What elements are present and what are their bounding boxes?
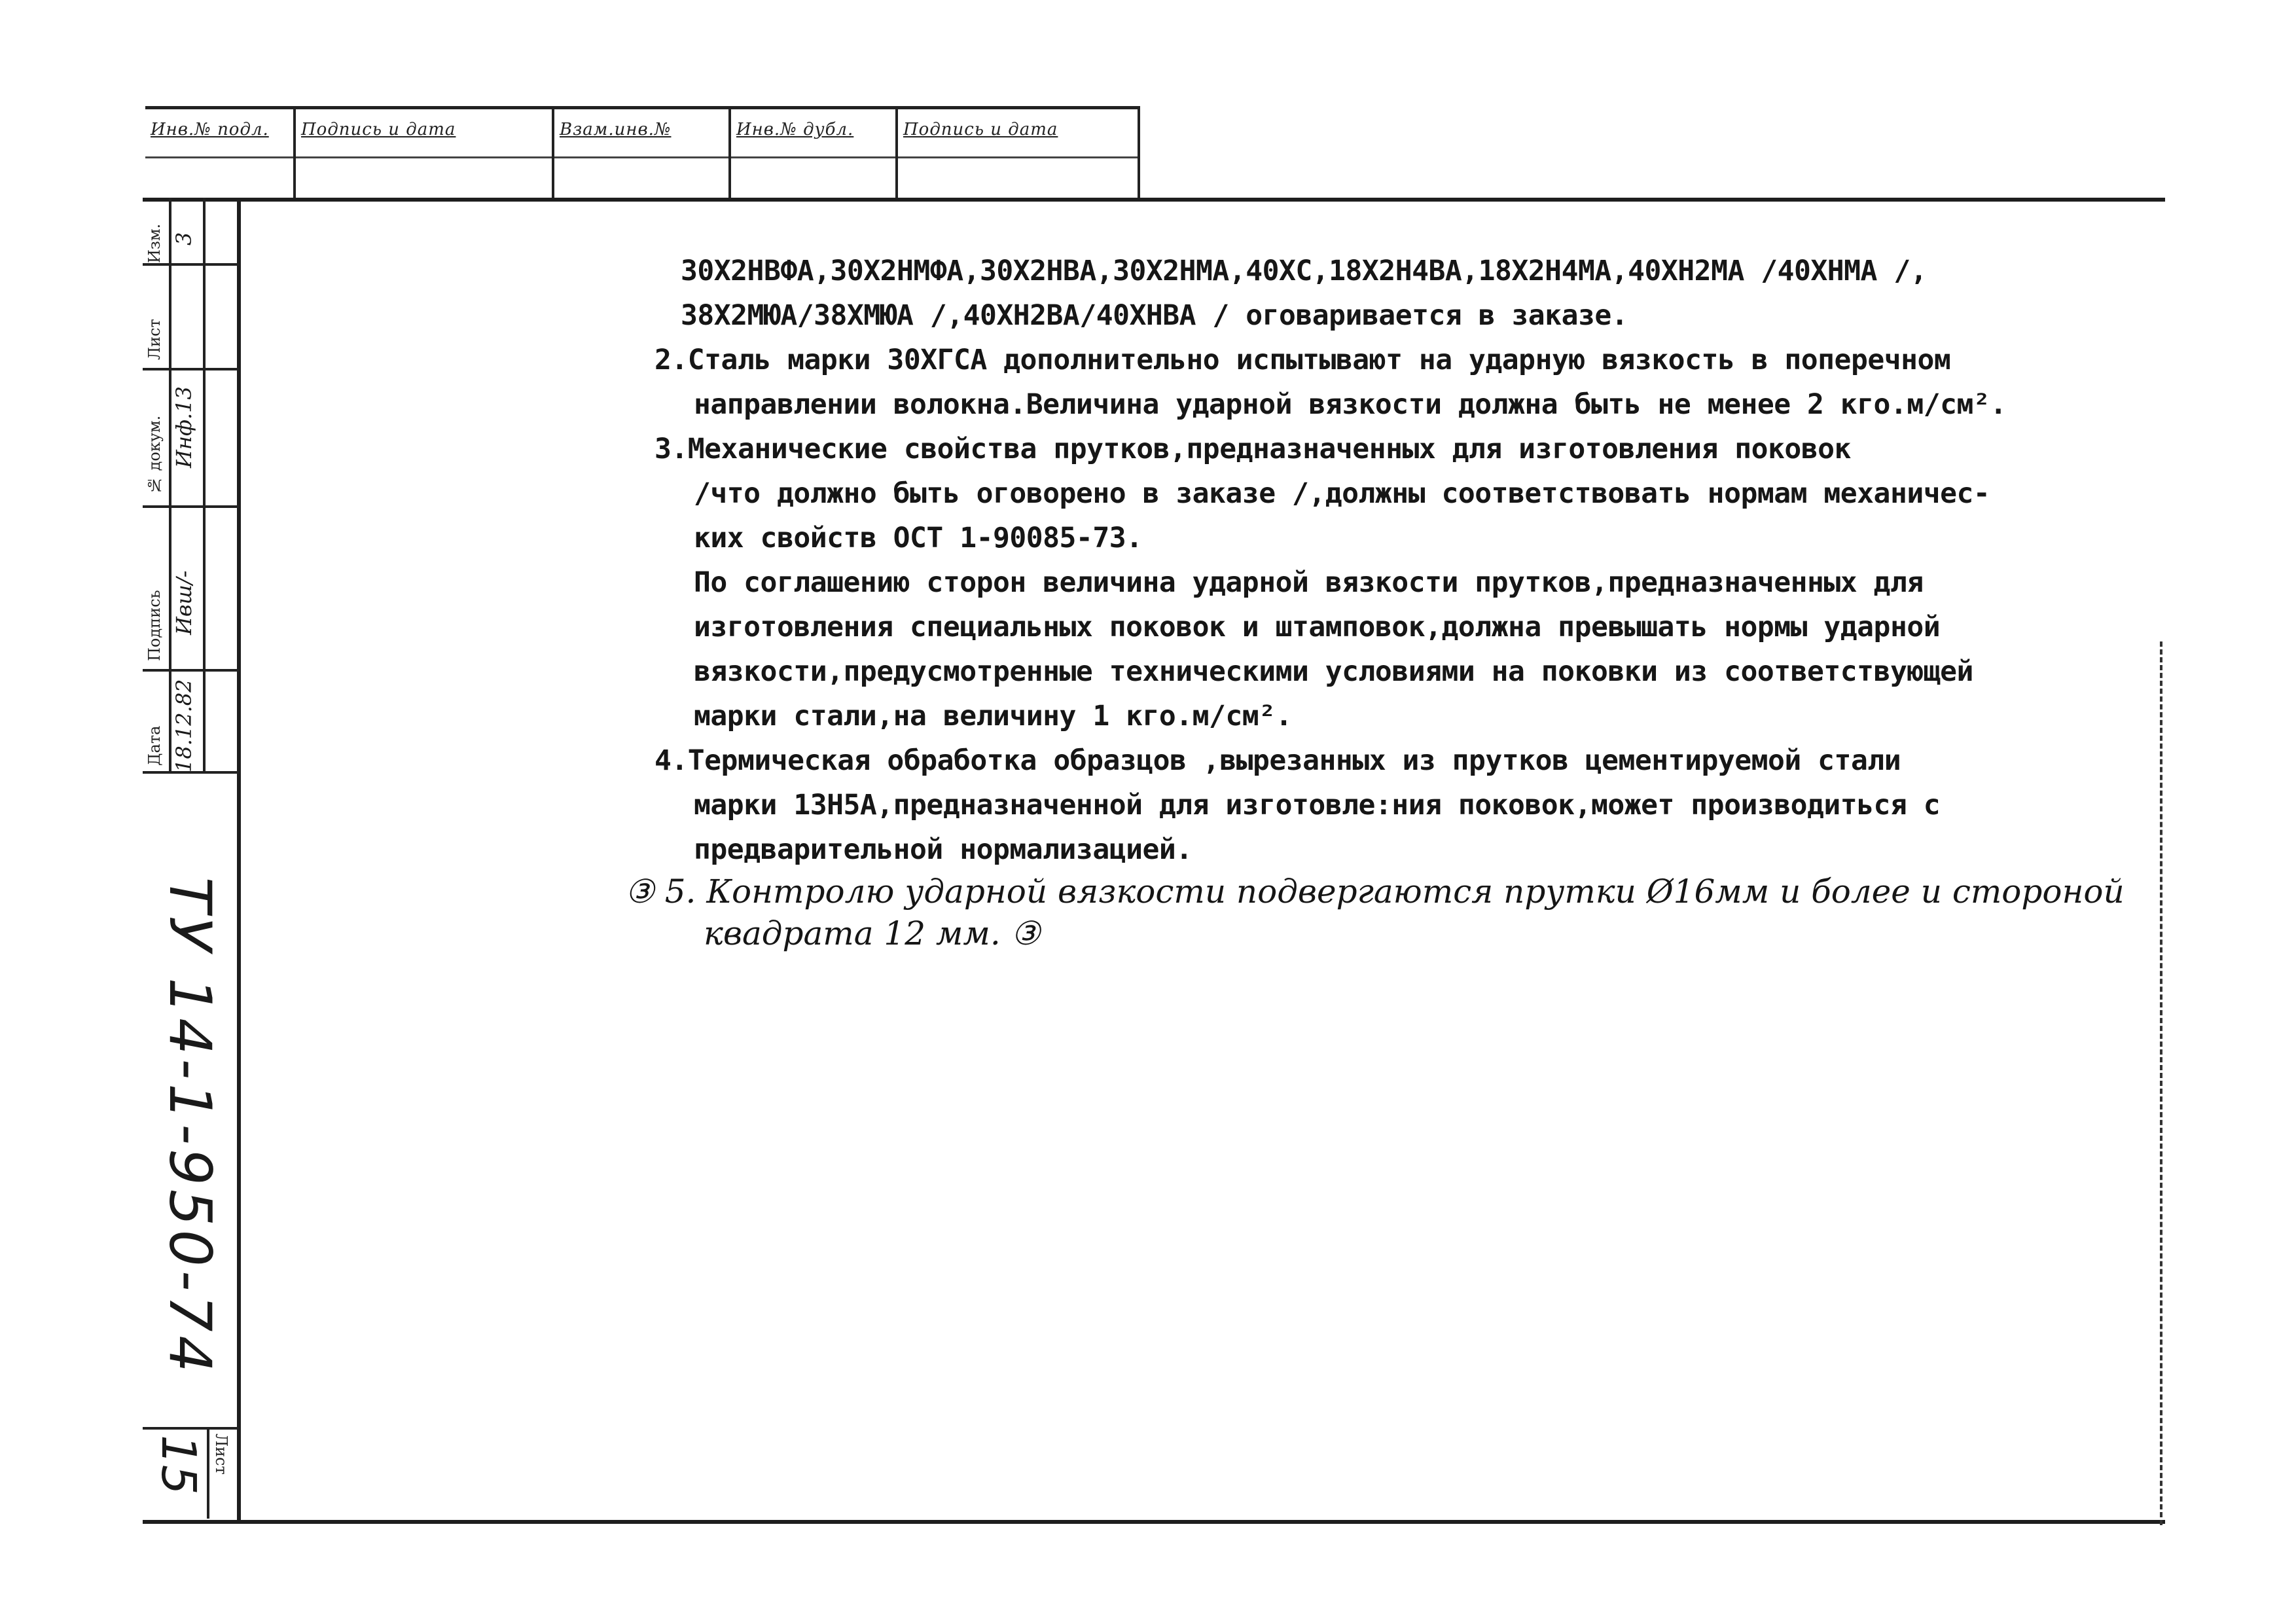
body-line: направлении волокна.Величина ударной вязкости должна быть не менее 2 кго.м/см². bbox=[694, 388, 2007, 421]
body-line: 3.Механические свойства прутков,предназначенных для изготовления поковок bbox=[655, 433, 1851, 465]
revision-header-izm: Изм. bbox=[145, 223, 164, 263]
frame-top-line bbox=[143, 198, 2165, 202]
body-text bbox=[655, 249, 2153, 872]
top-cell-vzam-inv bbox=[554, 109, 731, 198]
body-line: вязкости,предусмотренные техническими условиями на поковки из соответствующей bbox=[694, 655, 1973, 688]
revision-header-doc: № докум. bbox=[145, 415, 164, 494]
body-line: По соглашению сторон величина ударной вязкости прутков,предназначенных для bbox=[694, 566, 1924, 599]
revision-entry-signature: Ивш/- bbox=[171, 570, 196, 635]
frame-bottom-line bbox=[143, 1520, 2165, 1524]
top-stamp-table bbox=[145, 106, 1140, 201]
revision-entry-date: 18.12.82 bbox=[171, 679, 196, 772]
revision-entry-izm: 3 bbox=[171, 232, 196, 245]
body-line: марки 13Н5А,предназначенной для изготовле:ния поковок,может производиться с bbox=[694, 789, 1941, 821]
body-line: марки стали,на величину 1 кго.м/см². bbox=[694, 700, 1292, 732]
revision-entry-doc: Инф.13 bbox=[171, 386, 196, 468]
sheet-number: 15 bbox=[151, 1435, 206, 1495]
body-line: 38Х2МЮА/38ХМЮА /,40ХН2ВА/40ХНВА / оговаривается в заказе. bbox=[681, 299, 1628, 332]
handwritten-line: ③ 5. Контролю ударной вязкости подвергаются прутки Ø16мм и более и стороной bbox=[625, 873, 2125, 911]
body-line: 30Х2НВФА,30Х2НМФА,30Х2НВА,30Х2НМА,40ХС,18Х2Н4ВА,18Х2Н4МА,40ХН2МА /40ХНМА /, bbox=[681, 255, 1928, 287]
handwritten-line: квадрата 12 мм. ③ bbox=[704, 914, 1041, 952]
body-line: 2.Сталь марки 30ХГСА дополнительно испытывают на ударную вязкость в поперечном bbox=[655, 344, 1951, 376]
top-cell-label: Подпись и дата bbox=[903, 120, 1058, 139]
body-line: ких свойств ОСТ 1-90085-73. bbox=[694, 522, 1143, 554]
sheet-label: Лист bbox=[212, 1434, 230, 1475]
top-cell-signature-date bbox=[296, 109, 554, 198]
top-cell-label: Инв.№ подл. bbox=[151, 120, 269, 139]
frame-right-line bbox=[2160, 641, 2162, 1525]
top-cell-inv-dubl bbox=[731, 109, 898, 198]
body-line: предварительной нормализацией. bbox=[694, 833, 1193, 866]
document-code: ТУ 14-1-950-74 bbox=[156, 877, 224, 1377]
top-cell-label: Взам.инв.№ bbox=[560, 120, 672, 139]
top-cell-label: Инв.№ дубл. bbox=[736, 120, 854, 139]
top-cell-label: Подпись и дата bbox=[301, 120, 456, 139]
revision-header-date: Дата bbox=[145, 725, 164, 766]
handwritten-note bbox=[625, 871, 2130, 954]
body-line: 4.Термическая обработка образцов ,вырезанных из прутков цементируемой стали bbox=[655, 744, 1901, 777]
top-cell-inv-podl bbox=[145, 109, 296, 198]
top-cell-signature-date-2 bbox=[898, 109, 1140, 198]
body-line: /что должно быть оговорено в заказе /,должны соответствовать нормам механичес- bbox=[694, 477, 1990, 510]
revision-header-signature: Подпись bbox=[145, 590, 164, 661]
body-line: изготовления специальных поковок и штамповок,должна превышать нормы ударной bbox=[694, 611, 1941, 643]
revision-header-list: Лист bbox=[145, 319, 164, 360]
